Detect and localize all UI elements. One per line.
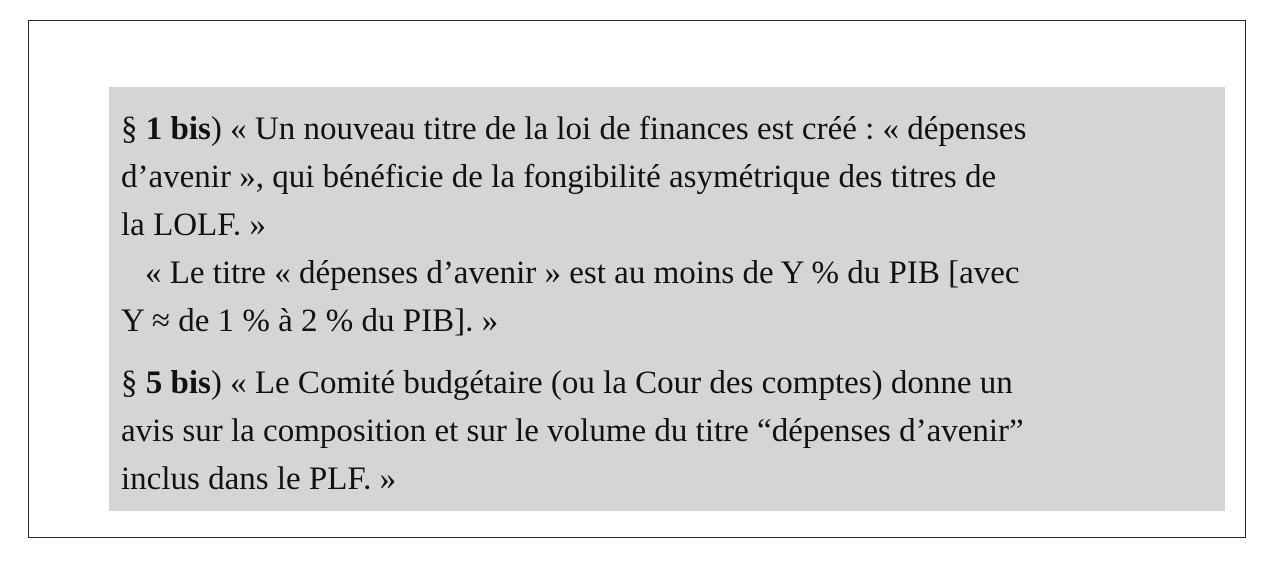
paragraph-5-bis: [121, 359, 1205, 503]
document-frame: [28, 20, 1246, 538]
paragraph-5-line-2: avis sur la composition et sur le volume du titre “dépenses d’avenir”: [121, 413, 1024, 449]
section-number: 5 bis: [145, 365, 211, 401]
paragraph-1-line-3: la LOLF. »: [121, 207, 266, 243]
paragraph-5-line-1: [121, 359, 1205, 407]
paragraph-1-line-1-text: « Un nouveau titre de la loi de finances est créé : « dépenses: [221, 111, 1027, 147]
paragraph-1-line-4: « Le titre « dépenses d’avenir » est au moins de Y % du PIB [avec: [145, 255, 1020, 291]
paragraph-5-line-1-text: « Le Comité budgétaire (ou la Cour des comptes) donne un: [221, 365, 1013, 401]
paragraph-1-line-2: d’avenir », qui bénéficie de la fongibilité asymétrique des titres de: [121, 159, 997, 195]
section-paren: ): [210, 365, 222, 401]
paragraph-1-line-1: [121, 105, 1205, 153]
paragraph-1-line-5: Y ≈ de 1 % à 2 % du PIB]. »: [121, 303, 499, 339]
section-number: 1 bis: [145, 111, 211, 147]
section-paren: ): [210, 111, 222, 147]
section-symbol: §: [121, 111, 138, 147]
paragraph-5-line-3: inclus dans le PLF. »: [121, 461, 397, 497]
paragraph-1-bis: [121, 105, 1205, 345]
amendment-box: [109, 87, 1225, 511]
section-symbol: §: [121, 365, 138, 401]
